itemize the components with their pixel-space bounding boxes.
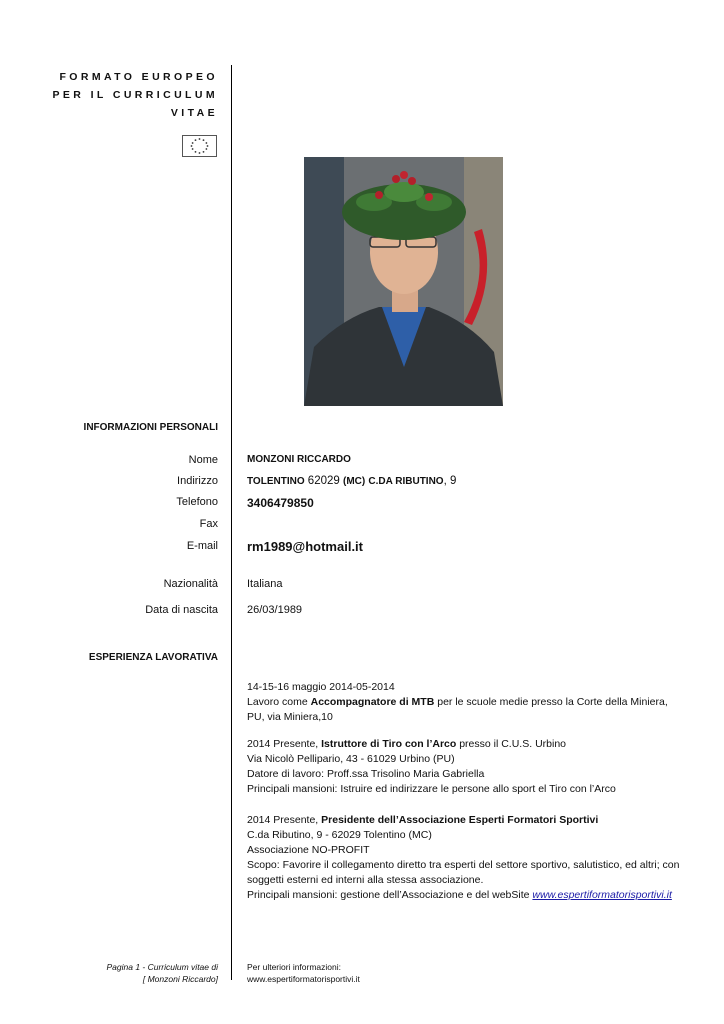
label-telefono: Telefono <box>176 496 218 508</box>
job-entry-1 <box>247 680 687 725</box>
job1-post: per le scuole medie presso la Corte della Miniera, PU, via Miniera,10 <box>247 696 668 723</box>
label-indirizzo: Indirizzo <box>177 475 218 487</box>
job1-pre: Lavoro come <box>247 696 311 708</box>
footer-page-info <box>18 961 218 985</box>
header-line-1: FORMATO EUROPEO <box>59 71 218 83</box>
job1-role: Accompagnatore di MTB <box>310 696 435 708</box>
job-entry-2 <box>247 737 687 797</box>
job3-type: Associazione NO-PROFIT <box>247 844 370 856</box>
job3-address: C.da Ributino, 9 - 62029 Tolentino (MC) <box>247 829 432 841</box>
label-nome: Nome <box>188 454 218 466</box>
job2-pre: 2014 Presente, <box>247 738 322 750</box>
footer-website[interactable]: www.espertiformatorisportivi.it <box>247 974 360 984</box>
profile-photo <box>304 157 503 406</box>
job2-title <box>247 737 687 752</box>
footer-left-line-2: [ Monzoni Riccardo] <box>142 974 218 984</box>
address-prov: (MC) <box>342 476 366 487</box>
address-num: , 9 <box>443 475 457 487</box>
label-email: E-mail <box>186 540 218 552</box>
job-entry-3 <box>247 813 687 903</box>
job2-post: presso il C.U.S. Urbino <box>456 738 566 750</box>
value-nazionalita: Italiana <box>247 578 283 590</box>
header-line-2: PER IL CURRICULUM <box>52 89 218 101</box>
website-link[interactable]: www.espertiformatorisportivi.it <box>532 889 672 901</box>
value-data-nascita: 26/03/1989 <box>247 604 303 616</box>
job3-duties <box>247 888 687 903</box>
job3-scope: Scopo: Favorire il collegamento diretto tra esperti del settore sportivo, salutistico, ed altri; con soggetti esterni ed interni alla stessa associazione. <box>247 859 680 886</box>
vertical-divider <box>231 65 232 980</box>
job2-employer: Datore di lavoro: Proff.ssa Trisolino Maria Gabriella <box>247 768 485 780</box>
job1-date: 14-15-16 maggio 2014-05-2014 <box>247 681 395 693</box>
job3-pre: 2014 Presente, <box>247 814 322 826</box>
job3-role: Presidente dell’Associazione Esperti Formatori Sportivi <box>321 814 599 826</box>
footer-right-line-1: Per ulteriori informazioni: <box>247 962 342 972</box>
value-email[interactable]: rm1989@hotmail.it <box>247 539 363 554</box>
job2-duties: Principali mansioni: Istruire ed indirizzare le persone allo sport el Tiro con l’Arco <box>247 783 616 795</box>
section-title-personal: INFORMAZIONI PERSONALI <box>83 422 218 433</box>
value-nome: MONZONI RICCARDO <box>247 454 351 465</box>
job3-duties-text: Principali mansioni: gestione dell’Associazione e del webSite <box>247 889 533 901</box>
job3-title <box>247 813 687 828</box>
value-telefono: 3406479850 <box>247 496 314 510</box>
address-city: TOLENTINO <box>247 476 305 487</box>
cv-header-title <box>18 68 218 122</box>
footer-left-line-1: Pagina 1 - Curriculum vitae di <box>106 962 218 972</box>
address-cap: 62029 <box>307 475 340 487</box>
job2-role: Istruttore di Tiro con l’Arco <box>321 738 457 750</box>
footer-info <box>247 961 360 985</box>
header-line-3: VITAE <box>170 107 218 119</box>
value-indirizzo <box>247 475 456 487</box>
job1-description <box>247 695 687 725</box>
section-title-experience: ESPERIENZA LAVORATIVA <box>88 652 218 663</box>
eu-flag-icon <box>182 135 217 157</box>
address-street: C.DA RIBUTINO <box>368 476 444 487</box>
job2-address: Via Nicolò Pellipario, 43 - 61029 Urbino (PU) <box>247 753 455 765</box>
label-nazionalita: Nazionalità <box>163 578 218 590</box>
label-fax: Fax <box>199 518 218 530</box>
label-data-nascita: Data di nascita <box>145 604 218 616</box>
